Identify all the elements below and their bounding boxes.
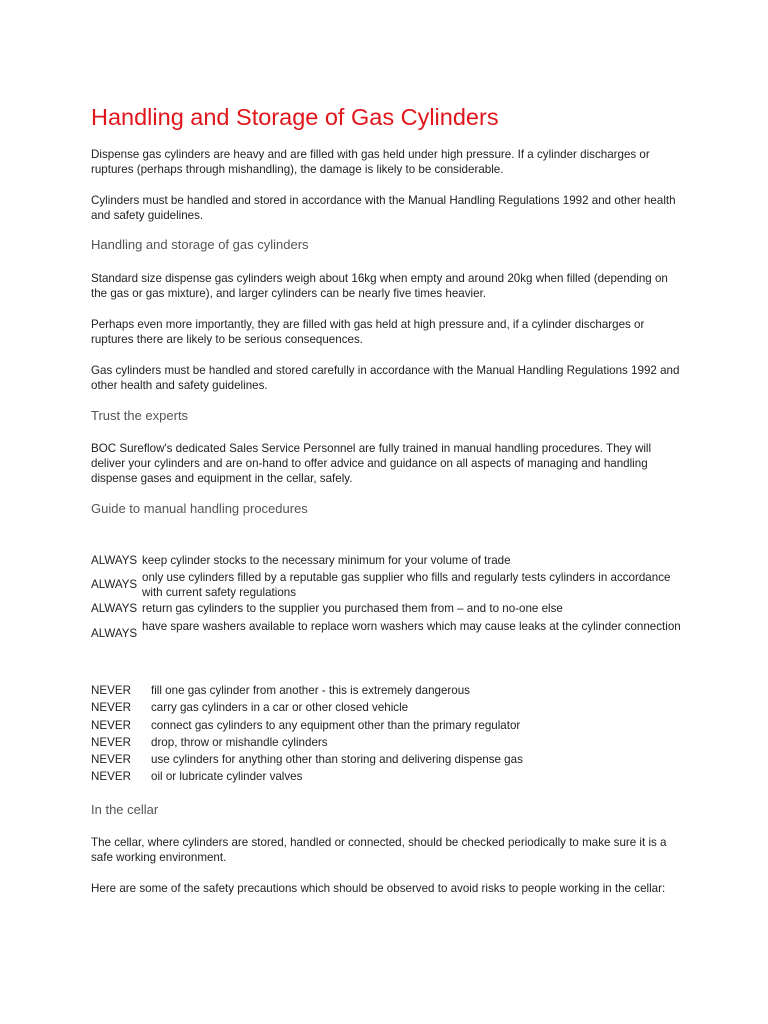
- never-keyword: NEVER: [91, 770, 131, 783]
- section-heading-guide: Guide to manual handling procedures: [91, 501, 308, 516]
- section-heading-experts: Trust the experts: [91, 408, 189, 423]
- always-rule-text: have spare washers available to replace worn washers which may cause leaks at the cylinder connection: [142, 620, 681, 633]
- never-rule-text: carry gas cylinders in a car or other closed vehicle: [151, 701, 409, 714]
- never-rule-text: use cylinders for anything other than storing and delivering dispense gas: [151, 753, 523, 766]
- never-keyword: NEVER: [91, 753, 131, 766]
- intro-paragraph-1: Dispense gas cylinders are heavy and are filled with gas held under high pressure. If a cylinder discharges or ruptures (perhaps through mishandling), the damage is likely to be considerable.: [91, 148, 650, 177]
- handling-paragraph-3: Gas cylinders must be handled and stored carefully in accordance with the Manual Handling Regulations 1992 and other health and safety guidelines.: [91, 364, 680, 393]
- always-keyword: ALWAYS: [91, 578, 138, 591]
- never-rule-text: connect gas cylinders to any equipment other than the primary regulator: [151, 719, 521, 732]
- always-keyword: ALWAYS: [91, 627, 138, 640]
- always-rule-text: return gas cylinders to the supplier you purchased them from – and to no-one else: [142, 602, 563, 615]
- intro-paragraph-2: Cylinders must be handled and stored in accordance with the Manual Handling Regulations 1992 and other health and safety guidelines.: [91, 194, 676, 223]
- always-rule-text: keep cylinder stocks to the necessary minimum for your volume of trade: [142, 554, 511, 567]
- handling-paragraph-2: Perhaps even more importantly, they are filled with gas held at high pressure and, if a cylinder discharges or ruptures there are likely to be serious consequences.: [91, 318, 645, 347]
- never-rule-text: oil or lubricate cylinder valves: [151, 770, 303, 783]
- never-keyword: NEVER: [91, 719, 131, 732]
- handling-paragraph-1: Standard size dispense gas cylinders weigh about 16kg when empty and around 20kg when filled (depending on the gas or gas mixture), and larger cylinders can be nearly five times heavier.: [91, 272, 668, 301]
- page-title: Handling and Storage of Gas Cylinders: [91, 104, 499, 130]
- never-rule-text: drop, throw or mishandle cylinders: [151, 736, 328, 749]
- never-rule-text: fill one gas cylinder from another - this is extremely dangerous: [151, 684, 470, 697]
- section-heading-cellar: In the cellar: [91, 802, 159, 817]
- cellar-paragraph-1: The cellar, where cylinders are stored, handled or connected, should be checked periodically to make sure it is a safe working environment.: [91, 836, 667, 865]
- experts-paragraph: BOC Sureflow's dedicated Sales Service Personnel are fully trained in manual handling procedures. They will deliver your cylinders and are on-hand to offer advice and guidance on all aspects of managing and handling dispense gases and equipment in the cellar, safely.: [91, 442, 652, 486]
- never-keyword: NEVER: [91, 736, 131, 749]
- always-rule-text: only use cylinders filled by a reputable gas supplier who fills and regularly tests cylinders in accordance with current safety regulations: [142, 571, 671, 599]
- never-keyword: NEVER: [91, 684, 131, 697]
- cellar-paragraph-2: Here are some of the safety precautions which should be observed to avoid risks to people working in the cellar:: [91, 882, 666, 895]
- never-keyword: NEVER: [91, 701, 131, 714]
- always-keyword: ALWAYS: [91, 602, 138, 615]
- section-heading-handling: Handling and storage of gas cylinders: [91, 237, 309, 252]
- always-keyword: ALWAYS: [91, 554, 138, 567]
